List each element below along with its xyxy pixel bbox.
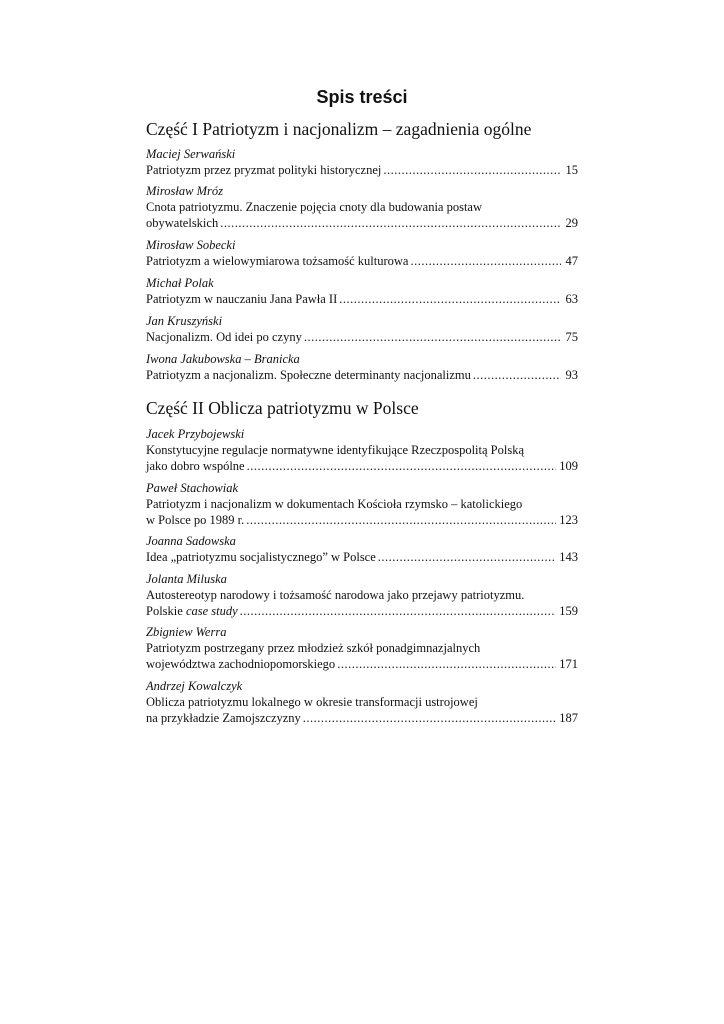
- entry-title: Patriotyzm i nacjonalizm w dokumentach Kościoła rzymsko – katolickiego: [146, 497, 523, 511]
- entry-title-line: [146, 367, 578, 383]
- dot-leader: [220, 215, 561, 231]
- entry-title-line: [146, 329, 578, 345]
- dot-leader: [337, 656, 556, 672]
- entry-title: Oblicza patriotyzmu lokalnego w okresie transformacji ustrojowej: [146, 695, 478, 709]
- entry-title: Nacjonalizm. Od idei po czyny: [146, 330, 302, 344]
- toc-entry: [146, 426, 578, 474]
- entry-title-line: [146, 215, 578, 231]
- entry-author: Jan Kruszyński: [146, 314, 223, 328]
- page-title: Spis treści: [316, 87, 408, 107]
- entry-title: w Polsce po 1989 r.: [146, 513, 245, 527]
- entry-title: Patriotyzm w nauczaniu Jana Pawła II: [146, 292, 338, 306]
- part-1-heading: Część I Patriotyzm i nacjonalizm – zagadnienia ogólne: [146, 119, 532, 139]
- entry-page-number: 93: [565, 368, 578, 382]
- entry-author: Michał Polak: [146, 276, 214, 290]
- dot-leader: [473, 367, 561, 383]
- dot-leader: [383, 162, 561, 178]
- entry-title: Patriotyzm a wielowymiarowa tożsamość kulturowa: [146, 254, 409, 268]
- entry-title-line: [146, 603, 578, 619]
- entry-title: Patriotyzm a nacjonalizm. Społeczne determinanty nacjonalizmu: [146, 368, 471, 382]
- entry-title: województwa zachodniopomorskiego: [146, 657, 336, 671]
- entry-title: obywatelskich: [146, 216, 219, 230]
- entry-page-number: 75: [565, 330, 578, 344]
- toc-entry: [146, 480, 578, 528]
- entry-page-number: 109: [559, 459, 578, 473]
- entry-title: jako dobro wspólne: [146, 459, 245, 473]
- entry-page-number: 123: [559, 513, 578, 527]
- entry-title-line: [146, 549, 578, 565]
- toc-entry: [146, 146, 578, 178]
- dot-leader: [339, 291, 561, 307]
- entry-title-line: [146, 458, 578, 474]
- toc-entry: [146, 678, 578, 726]
- entry-title: Patriotyzm postrzegany przez młodzież szkół ponadgimnazjalnych: [146, 641, 481, 655]
- toc-entry: [146, 237, 578, 269]
- entry-author: Mirosław Sobecki: [146, 238, 236, 252]
- entry-title-line: [146, 512, 578, 528]
- toc-entry: [146, 183, 578, 231]
- entry-page-number: 159: [559, 604, 578, 618]
- entry-author: Maciej Serwański: [146, 147, 236, 161]
- entry-title-text: Polskie: [146, 604, 186, 618]
- dot-leader: [246, 512, 556, 528]
- entry-page-number: 63: [565, 292, 578, 306]
- entry-page-number: 171: [559, 657, 578, 671]
- entry-title: [146, 603, 238, 619]
- entry-author: Paweł Stachowiak: [146, 481, 238, 495]
- dot-leader: [410, 253, 561, 269]
- dot-leader: [378, 549, 556, 565]
- entry-title: Idea „patriotyzmu socjalistycznego” w Polsce: [146, 550, 376, 564]
- entry-author: Mirosław Mróz: [146, 184, 223, 198]
- entry-title: Cnota patriotyzmu. Znaczenie pojęcia cnoty dla budowania postaw: [146, 200, 482, 214]
- entry-title-line: [146, 253, 578, 269]
- entry-author: Iwona Jakubowska – Branicka: [146, 352, 300, 366]
- entry-title-line: [146, 162, 578, 178]
- entry-author: Jolanta Miluska: [146, 572, 227, 586]
- toc-entry: [146, 313, 578, 345]
- entry-page-number: 47: [565, 254, 578, 268]
- entry-title: Patriotyzm przez pryzmat polityki historycznej: [146, 163, 382, 177]
- entry-title-line: [146, 656, 578, 672]
- entry-page-number: 29: [565, 216, 578, 230]
- dot-leader: [304, 329, 561, 345]
- entry-title-line: [146, 291, 578, 307]
- dot-leader: [240, 603, 557, 619]
- dot-leader: [303, 710, 556, 726]
- entry-page-number: 187: [559, 711, 578, 725]
- entry-title: Autostereotyp narodowy i tożsamość narodowa jako przejawy patriotyzmu.: [146, 588, 525, 602]
- entry-title-line: [146, 710, 578, 726]
- entry-author: Joanna Sadowska: [146, 534, 236, 548]
- entry-author: Zbigniew Werra: [146, 625, 227, 639]
- dot-leader: [247, 458, 557, 474]
- toc-entry: [146, 571, 578, 619]
- part-2-heading: Część II Oblicza patriotyzmu w Polsce: [146, 398, 419, 418]
- entry-title: Konstytucyjne regulacje normatywne identyfikujące Rzeczpospolitą Polską: [146, 443, 525, 457]
- toc-entry: [146, 533, 578, 565]
- entry-page-number: 15: [565, 163, 578, 177]
- entry-title-italic: case study: [185, 604, 238, 618]
- toc-entry: [146, 351, 578, 383]
- entry-author: Jacek Przybojewski: [146, 427, 245, 441]
- toc-entry: [146, 624, 578, 672]
- toc-entry: [146, 275, 578, 307]
- entry-title: na przykładzie Zamojszczyzny: [146, 711, 301, 725]
- entry-author: Andrzej Kowalczyk: [146, 679, 243, 693]
- entry-page-number: 143: [559, 550, 578, 564]
